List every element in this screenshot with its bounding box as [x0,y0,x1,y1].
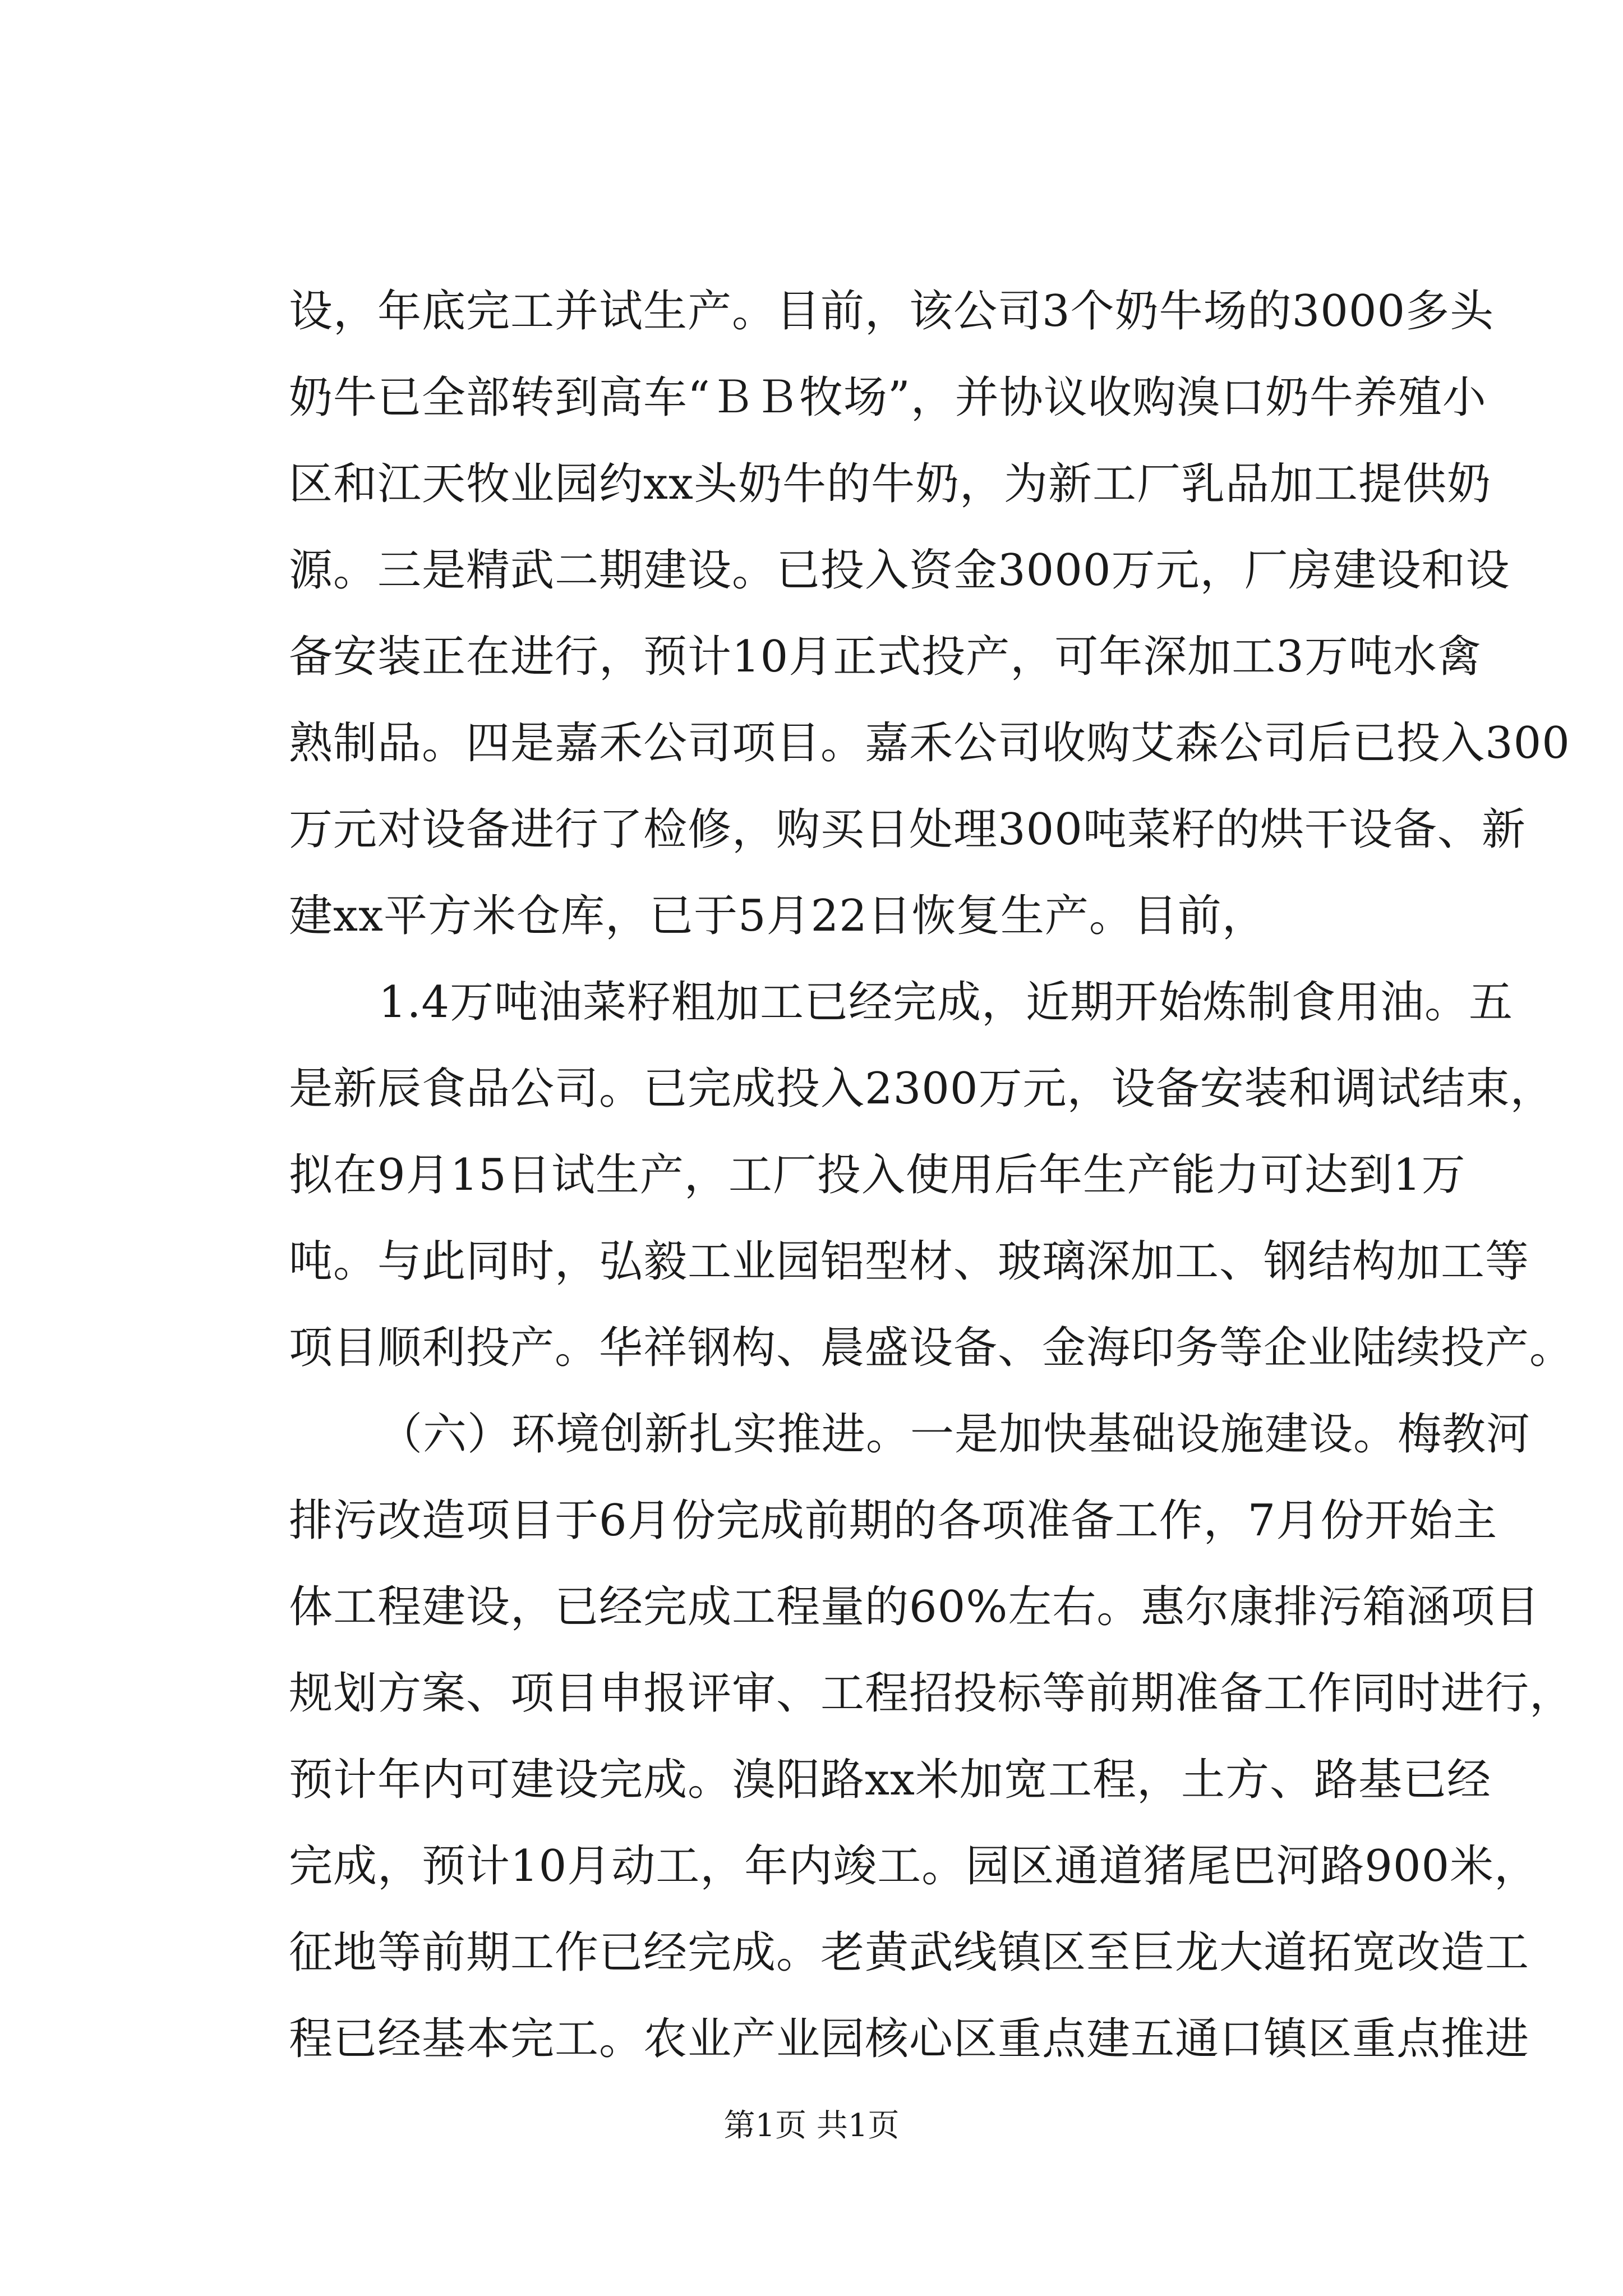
text-line: 体工程建设，已经完成工程量的60%左右。惠尔康排污箱涵项目 [289,1582,1540,1632]
text-line: 1.4万吨油菜籽粗加工已经完成，近期开始炼制食用油。五 [379,977,1514,1028]
text-line: 吨。与此同时，弘毅工业园铝型材、玻璃深加工、钢结构加工等 [289,1236,1530,1287]
text-line: 设，年底完工并试生产。目前，该公司3个奶牛场的3000多头 [289,286,1495,337]
text-line: 拟在9月15日试生产，工厂投入使用后年生产能力可达到1万 [289,1150,1466,1200]
text-line: 征地等前期工作已经完成。老黄武线镇区至巨龙大道拓宽改造工 [289,1927,1530,1978]
text-line: 万元对设备进行了检修，购买日处理300吨菜籽的烘干设备、新 [289,804,1526,855]
text-line: 项目顺利投产。华祥钢构、晨盛设备、金海印务等企业陆续投产。 [289,1323,1574,1373]
text-line: 排污改造项目于6月份完成前期的各项准备工作，7月份开始主 [289,1496,1498,1546]
text-line: （六）环境创新扎实推进。一是加快基础设施建设。梅教河 [379,1409,1531,1460]
text-line: 规划方案、项目申报评审、工程招投标等前期准备工作同时进行， [289,1668,1574,1719]
text-line: 完成，预计10月动工，年内竣工。园区通道猪尾巴河路900米， [289,1841,1539,1892]
text-line: 源。三是精武二期建设。已投入资金3000万元，厂房建设和设 [289,545,1510,596]
text-line: 是新辰食品公司。已完成投入2300万元，设备安装和调试结束， [289,1064,1555,1114]
text-line: 预计年内可建设完成。溴阳路xx米加宽工程，土方、路基已经 [289,1755,1491,1805]
text-line: 程已经基本完工。农业产业园核心区重点建五通口镇区重点推进 [289,2014,1530,2064]
text-line: 建xx平方米仓库，已于5月22日恢复生产。目前， [289,891,1266,941]
text-line: 区和江天牧业园约xx头奶牛的牛奶，为新工厂乳品加工提供奶 [289,459,1491,509]
text-line: 奶牛已全部转到高车“ＢＢ牧场”，并协议收购溴口奶牛养殖小 [289,372,1487,423]
text-line: 熟制品。四是嘉禾公司项目。嘉禾公司收购艾森公司后已投入300 [289,718,1570,769]
text-line: 备安装正在进行，预计10月正式投产，可年深加工3万吨水禽 [289,632,1482,682]
body-text [289,268,1574,2082]
page-number-footer: 第1页 共1页 [723,2108,900,2144]
